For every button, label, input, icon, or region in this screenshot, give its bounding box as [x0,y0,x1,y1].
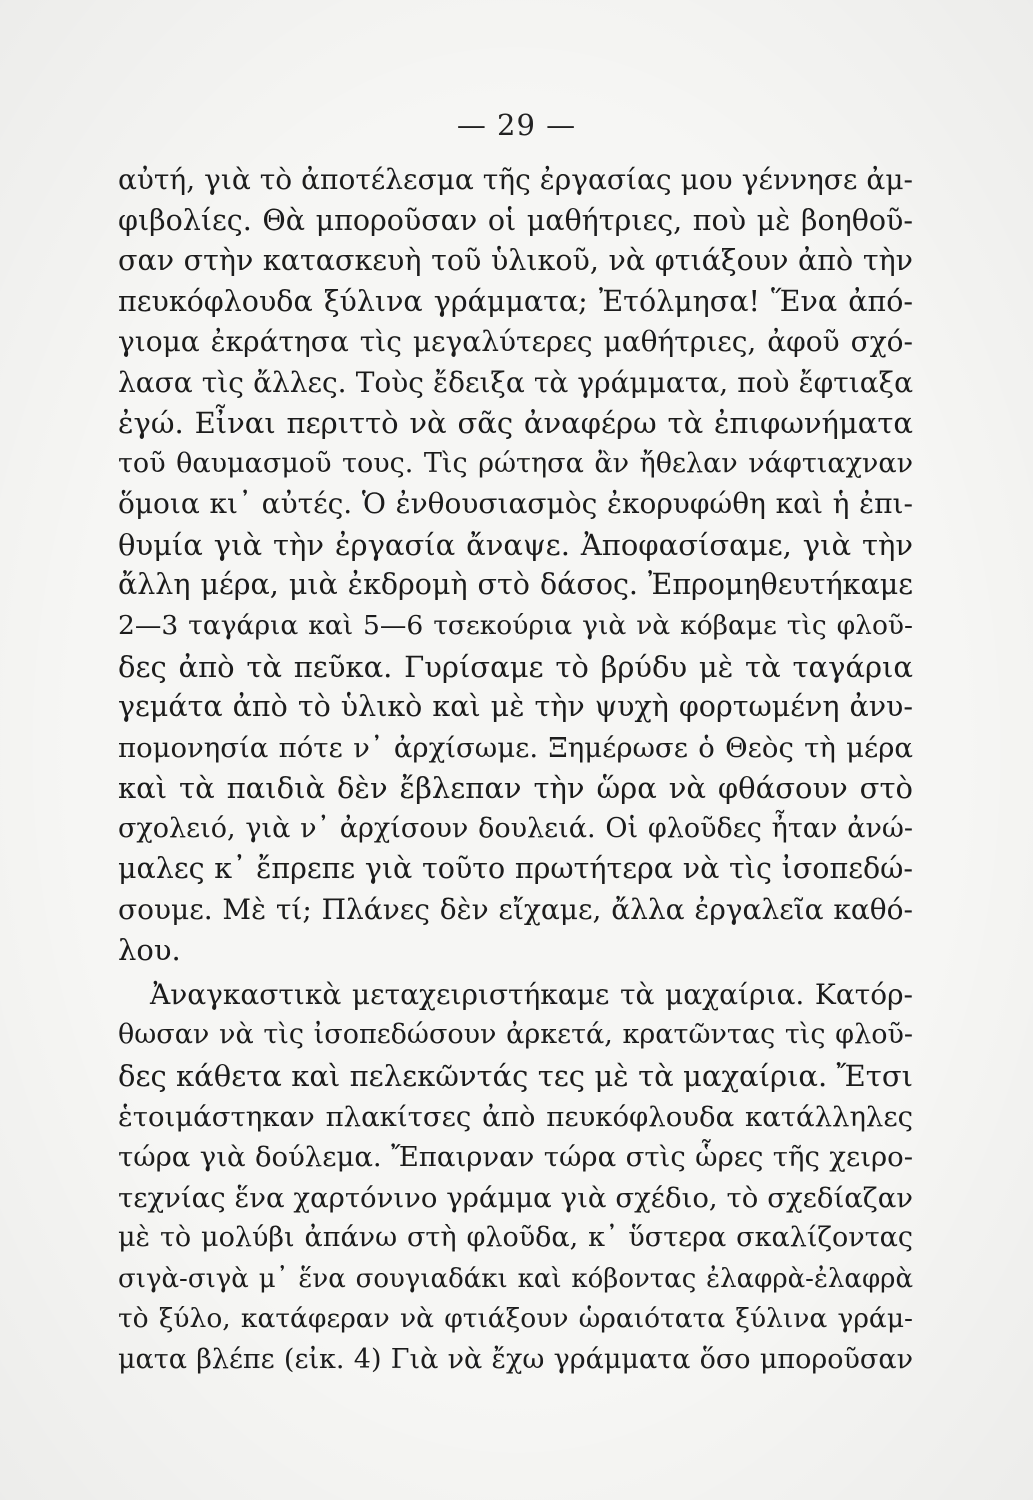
text-line: ματα βλέπε (εἰκ. 4) Γιὰ νὰ ἔχω γράμματα ὅσο μποροῦσαν [118,1343,913,1375]
text-line: σιγὰ-σιγὰ μ᾽ ἕνα σουγιαδάκι καὶ κόβοντας ἐλαφρὰ-ἐλαφρὰ [118,1263,913,1294]
text-line: καὶ τὰ παιδιὰ δὲν ἔβλεπαν τὴν ὥρα νὰ φθάσουν στὸ [118,771,913,806]
paragraph-1 [118,160,913,971]
text-line: λασα τὶς ἄλλες. Τοὺς ἔδειξα τὰ γράμματα, ποὺ ἔφτιαξα [118,365,913,399]
text-line: ἑτοιμάστηκαν πλακίτσες ἀπὸ πευκόφλουδα κατάλληλες [118,1100,913,1133]
text-line: γιομα ἐκράτησα τὶς μεγαλύτερες μαθήτριες, ἀφοῦ σχό- [118,325,913,359]
text-line: αὐτή, γιὰ τὸ ἀποτέλεσμα τῆς ἐργασίας μου γέννησε ἀμ- [118,163,913,196]
text-line: Ἀναγκαστικὰ μεταχειριστήκαμε τὰ μαχαίρια. Κατόρ- [150,977,913,1011]
paragraph-2 [118,975,913,1380]
text-line: σουμε. Μὲ τί; Πλάνες δὲν εἴχαμε, ἄλλα ἐργαλεῖα καθό- [118,892,913,926]
text-line: πευκόφλουδα ξύλινα γράμματα; Ἐτόλμησα! Ἕνα ἀπό- [118,284,913,318]
text-line: ἄλλη μέρα, μιὰ ἐκδρομὴ στὸ δάσος. Ἐπρομηθευτήκαμε [118,568,913,602]
text-line: μαλες κ᾽ ἔπρεπε γιὰ τοῦτο πρωτήτερα νὰ τὶς ἰσοπεδώ- [118,852,913,886]
text-line: λου. [118,933,181,968]
text-line: 2—3 ταγάρια καὶ 5—6 τσεκούρια γιὰ νὰ κόβαμε τὶς φλοῦ- [118,610,913,642]
body-text [118,160,913,1380]
text-line: θωσαν νὰ τὶς ἰσοπεδώσουν ἀρκετά, κρατῶντας τὶς φλοῦ- [118,1019,913,1051]
text-line: δες ἀπὸ τὰ πεῦκα. Γυρίσαμε τὸ βρύδυ μὲ τὰ ταγάρια [118,649,913,684]
text-line: μὲ τὸ μολύβι ἀπάνω στὴ φλοῦδα, κ᾽ ὕστερα σκαλίζοντας [118,1222,913,1254]
text-line: τὸ ξύλο, κατάφεραν νὰ φτιάξουν ὡραιότατα ξύλινα γράμ- [118,1303,913,1335]
text-line: θυμία γιὰ τὴν ἐργασία ἄναψε. Ἀποφασίσαμε, γιὰ τὴν [118,527,913,562]
text-line: τεχνίας ἕνα χαρτόνινο γράμμα γιὰ σχέδιο, τὸ σχεδίαζαν [118,1181,913,1214]
text-line: σαν στὴν κατασκευὴ τοῦ ὑλικοῦ, νὰ φτιάξουν ἀπὸ τὴν [118,244,913,278]
text-line: ἐγώ. Εἶναι περιττὸ νὰ σᾶς ἀναφέρω τὰ ἐπιφωνήματα [118,406,913,441]
text-line: ὅμοια κι᾽ αὐτές. Ὁ ἐνθουσιασμὸς ἐκορυφώθη καὶ ἡ ἐπι- [118,487,913,521]
text-line: γεμάτα ἀπὸ τὸ ὑλικὸ καὶ μὲ τὴν ψυχὴ φορτωμένη ἀνυ- [118,690,913,724]
page-number: — 29 — [456,108,577,142]
text-line: τώρα γιὰ δούλεμα. Ἔπαιρναν τώρα στὶς ὧρες τῆς χειρο- [118,1141,913,1174]
text-line: σχολειό, γιὰ ν᾽ ἀρχίσουν δουλειά. Οἱ φλοῦδες ἦταν ἀνώ- [118,812,913,844]
text-line: πομονησία πότε ν᾽ ἀρχίσωμε. Ξημέρωσε ὁ Θεὸς τὴ μέρα [118,731,913,764]
text-line: τοῦ θαυμασμοῦ τους. Τὶς ρώτησα ἂν ἤθελαν νάφτιαχναν [118,447,913,479]
text-line: φιβολίες. Θὰ μποροῦσαν οἱ μαθήτριες, ποὺ μὲ βοηθοῦ- [118,203,913,237]
text-line: δες κάθετα καὶ πελεκῶντάς τες μὲ τὰ μαχαίρια. Ἔτσι [118,1059,913,1094]
